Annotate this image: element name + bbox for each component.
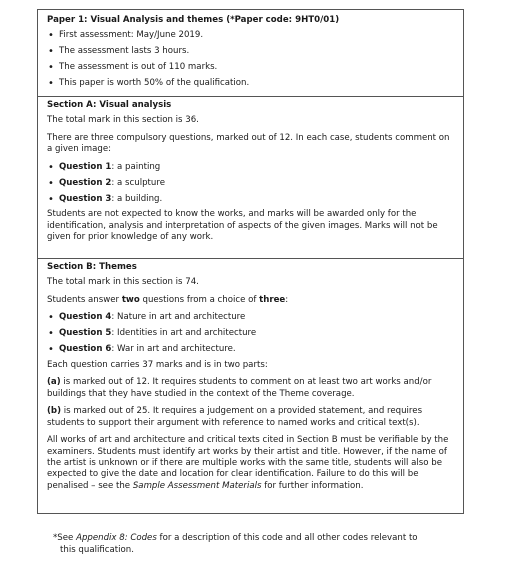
section-a-heading: Section A: Visual analysis — [47, 100, 172, 110]
text-span: for a description of this code and all other codes relevant to — [156, 533, 418, 543]
section-b-answer — [47, 295, 454, 306]
text-span: : — [285, 294, 289, 305]
section-b-total: The total mark in this section is 74. — [47, 277, 199, 288]
section-a-total: The total mark in this section is 36. — [47, 115, 199, 126]
question-text: : a building. — [111, 193, 163, 204]
text-span: Students answer — [47, 294, 122, 305]
section-a — [38, 96, 463, 258]
part-label: (a) — [47, 377, 61, 388]
paper-overview — [38, 10, 463, 96]
section-a-intro: There are three compulsory questions, marked out of 12. In each case, students comment on a given image: — [47, 132, 450, 155]
section-a-questions — [47, 162, 454, 205]
question-text: : a sculpture — [111, 177, 165, 188]
section-b-heading: Section B: Themes — [47, 262, 137, 272]
section-b — [38, 258, 463, 513]
list-item: • This paper is worth 50% of the qualification. — [47, 78, 454, 89]
part-text: is marked out of 12. It requires students to comment on at least two art works and/or buildings that they have studied in the context of the Theme coverage. — [47, 377, 432, 399]
part-label: (b) — [47, 406, 62, 417]
section-b-verify — [47, 435, 454, 492]
section-b-part-b — [47, 406, 454, 429]
text-bold: two — [121, 294, 140, 305]
question-label: Question 1 — [59, 161, 112, 172]
paper-title: Paper 1: Visual Analysis and themes (*Paper code: 9HT0/01) — [47, 15, 340, 25]
question-text: : Identities in art and architecture — [111, 328, 257, 339]
footnote-line-2: this qualification. — [60, 544, 134, 555]
list-item: • First assessment: May/June 2019. — [47, 30, 454, 41]
text-italic: Appendix 8: Codes — [76, 533, 157, 543]
section-b-each: Each question carries 37 marks and is in two parts: — [47, 360, 268, 371]
list-item — [47, 312, 454, 323]
question-label: Question 6 — [59, 344, 112, 355]
list-item: • The assessment is out of 110 marks. — [47, 62, 454, 73]
text-bold: three — [259, 294, 286, 305]
footnote — [53, 533, 453, 556]
section-b-questions — [47, 312, 454, 355]
list-item — [47, 344, 454, 355]
question-label: Question 3 — [59, 193, 112, 204]
list-item — [47, 194, 454, 205]
text-span: *See — [53, 533, 77, 543]
part-text: is marked out of 25. It requires a judgement on a provided statement, and requires students to support their argument with reference to named works and critical text(s). — [47, 406, 423, 428]
list-item — [47, 178, 454, 189]
question-label: Question 4 — [59, 312, 112, 323]
section-a-note: Students are not expected to know the works, and marks will be awarded only for the identification, analysis and interpretation of aspects of the given images. Marks will not be given for prior knowledge of any work. — [47, 209, 438, 243]
question-text: : Nature in art and architecture — [111, 312, 246, 323]
text-span: All works of art and architecture and critical texts cited in Section B must be verifiable by the examiners. Students must identify art works by their artist and title. However, if the name of the artist is unknown or if there are multiple works with the same title, students will also be expected to give the date and location for clear identification. Failure to do this will be penalised – see the — [47, 435, 449, 491]
question-label: Question 2 — [59, 177, 112, 188]
list-item: • The assessment lasts 3 hours. — [47, 46, 454, 57]
question-text: : War in art and architecture. — [111, 344, 236, 355]
paper-bullets — [47, 30, 454, 89]
text-span: questions from a choice of — [139, 294, 260, 305]
question-text: : a painting — [111, 161, 161, 172]
text-span: for further information. — [261, 480, 364, 491]
list-item — [47, 162, 454, 173]
list-item — [47, 328, 454, 339]
question-label: Question 5 — [59, 328, 112, 339]
paper-box — [37, 9, 464, 514]
section-b-part-a — [47, 377, 454, 400]
text-italic: Sample Assessment Materials — [132, 480, 262, 491]
